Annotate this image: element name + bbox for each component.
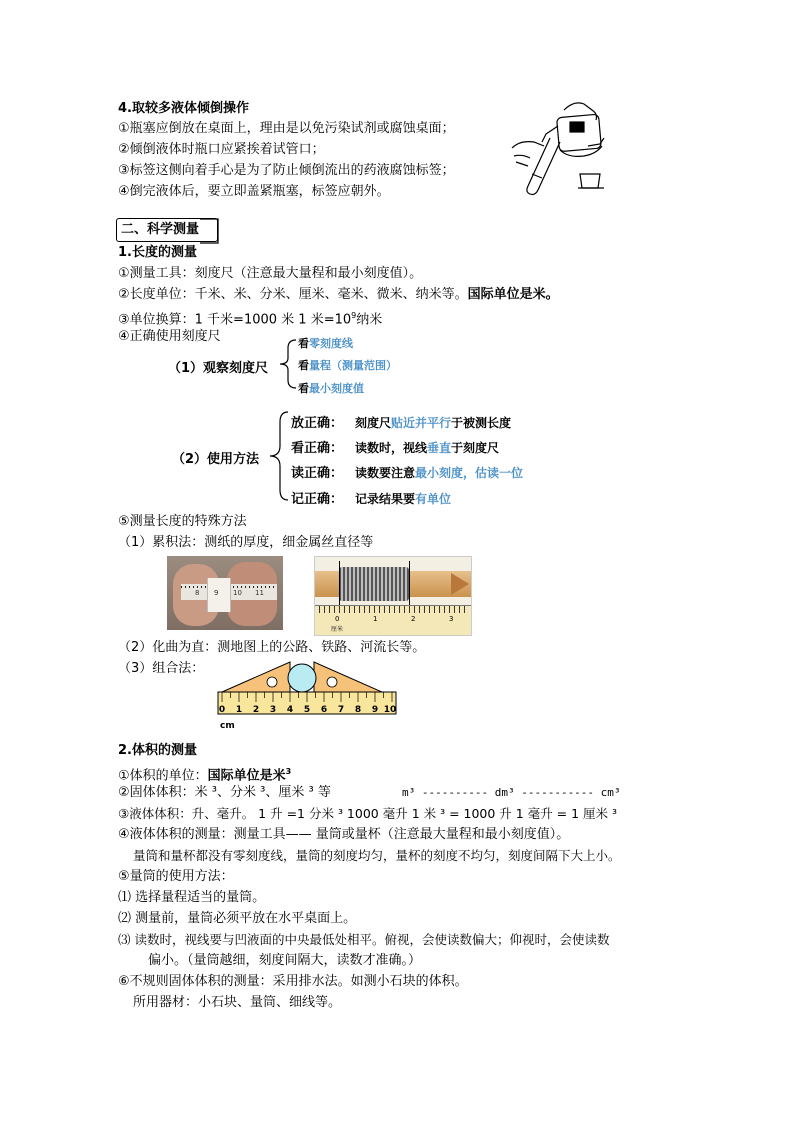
length-point-2: ②长度单位：千米、米、分米、厘米、毫米、微米、纳米等。国际单位是米。: [118, 287, 559, 302]
ruler-tick-7: 7: [337, 705, 345, 715]
observe-item-min-scale: 看最小刻度值: [298, 382, 364, 395]
wire-tick-1: 1: [373, 615, 378, 623]
observe-ruler-label: （1）观察刻度尺: [168, 361, 269, 376]
use-rule-view-text: 读数时，视线垂直于刻度尺: [355, 441, 500, 455]
volume-point-4-note: 量筒和量杯都没有零刻度线，量筒的刻度均匀，量杯的刻度不均匀，刻度间隔下大上小。: [133, 848, 621, 863]
ruler-tick-2: 2: [252, 705, 260, 715]
photo-tick-9: 9: [214, 589, 219, 597]
wire-tick-2: 2: [411, 615, 416, 623]
ruler-unit-cm: cm: [220, 721, 235, 731]
section-4-title: 4.取较多液体倾倒操作: [118, 101, 249, 116]
ruler-tick-8: 8: [354, 705, 362, 715]
combination-ruler-diagram: [214, 660, 404, 732]
cylinder-usage-title: ⑤量筒的使用方法：: [118, 869, 234, 884]
irregular-solid-volume: ⑥不规则固体体积的测量：采用排水法。如测小石块的体积。: [118, 974, 468, 989]
use-rule-read-text: 读数要注意最小刻度，估读一位: [355, 466, 524, 480]
cylinder-usage-1: ⑴ 选择量程适当的量筒。: [118, 890, 266, 905]
volume-point-2: ②固体体积：米 ³、分米 ³、厘米 ³ 等: [118, 785, 331, 800]
volume-unit-chain: m³ ---------- dm³ ----------- cm³: [402, 786, 621, 799]
ruler-tick-1: 1: [235, 705, 243, 715]
length-point-4: ④正确使用刻度尺: [118, 329, 221, 344]
length-point-1: ①测量工具：刻度尺（注意最大量程和最小刻度值）。: [118, 266, 423, 281]
volume-point-3: ③液体体积：升、毫升。 1 升 =1 分米 ³ 1000 毫升 1 米 ³ = 1000 升 1 毫升 = 1 厘米 ³: [118, 806, 618, 821]
method-accumulation: （1）累积法：测纸的厚度，细金属丝直径等: [118, 535, 374, 550]
pour-point-2: ②倾倒液体时瓶口应紧挨着试管口；: [118, 142, 325, 157]
pouring-liquid-illustration: [508, 96, 616, 196]
science-measurement-heading: 二、科学测量: [116, 218, 218, 242]
observe-item-range: 看量程（测量范围）: [298, 359, 397, 372]
length-measurement-title: 1.长度的测量: [118, 245, 197, 260]
pour-point-3: ③标签这侧向着手心是为了防止倾倒流出的药液腐蚀标签；: [118, 163, 455, 178]
special-methods-title: ⑤测量长度的特殊方法: [118, 514, 247, 529]
paper-thickness-photo: [167, 556, 283, 630]
use-rule-place-text: 刻度尺贴近并平行于被测长度: [355, 416, 512, 430]
wire-coil-illustration: [314, 556, 472, 636]
cylinder-usage-2: ⑵ 测量前，量筒必须平放在水平桌面上。: [118, 911, 357, 926]
volume-point-4: ④液体体积的测量：测量工具—— 量筒或量杯（注意最大量程和最小刻度值）。: [118, 827, 570, 842]
pour-point-1: ①瓶塞应倒放在桌面上，理由是以免污染试剂或腐蚀桌面；: [118, 121, 455, 136]
use-rule-view: 看正确：: [291, 441, 344, 456]
use-method-label: （2）使用方法: [172, 452, 260, 467]
ruler-tick-5: 5: [303, 705, 311, 715]
wire-tick-3: 3: [449, 615, 454, 623]
use-rule-record-text: 记录结果要有单位: [355, 492, 452, 506]
ruler-tick-3: 3: [269, 705, 277, 715]
method-combination: （3）组合法：: [118, 661, 205, 676]
photo-tick-10: 10: [233, 589, 242, 597]
use-rule-read: 读正确：: [291, 466, 344, 481]
irregular-solid-equipment: 所用器材：小石块、量筒、细线等。: [133, 995, 342, 1010]
use-rule-record: 记正确：: [291, 492, 344, 507]
photo-tick-8: 8: [195, 589, 200, 597]
use-method-brace: [262, 408, 292, 504]
volume-point-1: ①体积的单位：国际单位是米$^3$: [118, 767, 292, 784]
ruler-tick-0: 0: [218, 705, 226, 715]
ruler-tick-9: 9: [371, 705, 379, 715]
heading-box-corner: [200, 218, 222, 244]
observe-brace: [262, 336, 302, 392]
use-rule-place: 放正确：: [291, 416, 344, 431]
ruler-tick-4: 4: [286, 705, 294, 715]
cylinder-usage-3-cont: 偏小。（量筒越细，刻度间隔大，读数才准确。）: [148, 953, 422, 968]
photo-tick-11: 11: [255, 589, 264, 597]
length-point-3: ③单位换算：1 千米=1000 米 1 米$=10^9$纳米: [118, 311, 383, 328]
wire-ruler-unit: 厘米: [331, 626, 344, 633]
ruler-tick-10: 10: [383, 705, 397, 715]
volume-measurement-title: 2.体积的测量: [118, 743, 197, 758]
observe-item-zero: 看零刻度线: [298, 337, 353, 350]
pour-point-4: ④倒完液体后，要立即盖紧瓶塞，标签应朝外。: [118, 184, 390, 199]
method-curve-to-straight: （2）化曲为直：测地图上的公路、铁路、河流长等。: [118, 640, 426, 655]
cylinder-usage-3: ⑶ 读数时，视线要与凹液面的中央最低处相平。俯视，会使读数偏大；仰视时，会使读数: [118, 932, 610, 947]
ruler-tick-6: 6: [320, 705, 328, 715]
wire-tick-0: 0: [335, 615, 340, 623]
